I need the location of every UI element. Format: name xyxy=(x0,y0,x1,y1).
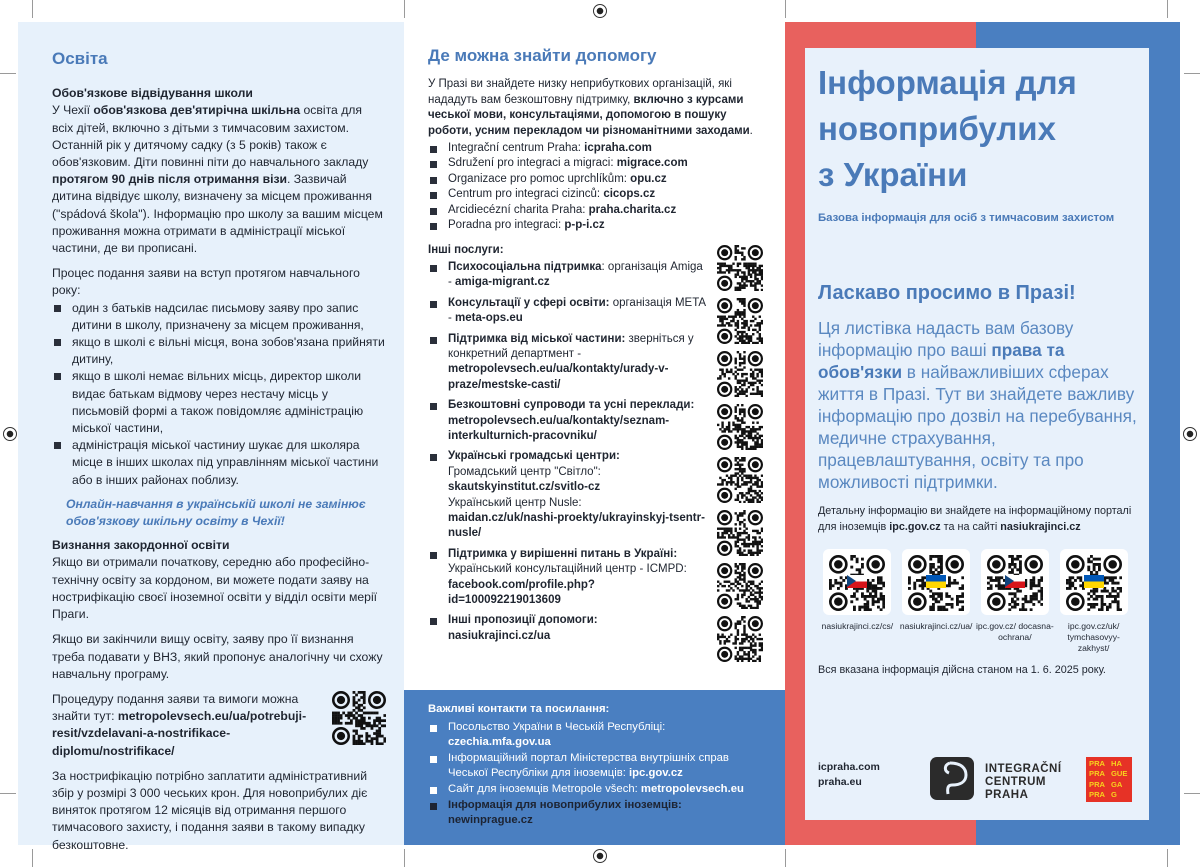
nostrification-link-paragraph xyxy=(52,691,386,760)
bold-text: migrace.com xyxy=(616,157,688,170)
qr-code[interactable] xyxy=(332,691,386,745)
bold-text: Підтримка у вирішенні питань в Україні: xyxy=(448,547,678,560)
bold-text: Психосоціальна підтримка xyxy=(448,260,602,273)
cover-subtitle: Базова інформація для осіб з тимчасовим захистом xyxy=(818,212,1115,224)
bold-text: skautskyinstitut.cz/svitlo-cz xyxy=(448,481,601,494)
services-list xyxy=(428,260,763,644)
text: Integrační centrum Praha: xyxy=(448,142,585,155)
help-panel xyxy=(404,22,785,690)
crop-mark xyxy=(0,793,16,794)
text: адміністрація міської частиниу шукає для школяра місце в інших школах під управлінням міської частини або в інших районах поблизу. xyxy=(72,438,379,487)
paragraph xyxy=(52,631,386,683)
bold-text: metropolevsech.eu/ua/potrebuji-resit/vzdelavani-a-nostrifikace-diplomu/nostrifikace/ xyxy=(52,709,307,758)
qr-caption: nasiukrajinci.cz/ua/ xyxy=(899,621,973,631)
bold-text: meta-ops.eu xyxy=(455,312,523,325)
cover-title-line: з України xyxy=(818,156,968,193)
text: Громадський центр "Світло": xyxy=(448,465,601,478)
organization-item xyxy=(428,141,763,156)
list-item xyxy=(52,300,386,334)
text: Процедуру подання заяви та вимоги можна знайти тут: xyxy=(52,691,299,724)
services-qr-column xyxy=(717,245,763,662)
bold-text: nasiukrajinci.cz xyxy=(1000,521,1081,533)
validity-note: Вся вказана інформація дійсна станом на 1. 6. 2025 року. xyxy=(818,664,1106,676)
organization-item xyxy=(428,172,763,187)
qr-card[interactable] xyxy=(897,549,976,654)
qr-code[interactable] xyxy=(717,510,763,556)
bold-text: Безкоштовні супроводи та усні переклади: xyxy=(448,399,695,412)
crop-mark xyxy=(32,0,33,18)
bold-text: p-p-i.cz xyxy=(564,219,605,232)
qr-code[interactable] xyxy=(717,457,763,503)
cover-intro xyxy=(818,317,1139,493)
bold-text: maidan.cz/uk/nashi-proekty/ukrayinskyj-tsentr-nusle/ xyxy=(448,511,705,540)
qr-wrapper xyxy=(823,549,891,615)
section-subheading: Визнання закордонної освіти xyxy=(52,538,230,553)
text: Якщо ви отримали початкову, середню або професійно-технічну освіту за кордоном, ви можете подати заяву на нострифікацію своєї іноземної освіти у відділ освіти мерії Праги. xyxy=(52,555,378,622)
ukraine-flag-icon xyxy=(1084,575,1104,588)
qr-card[interactable] xyxy=(818,549,897,654)
text: Ця листівка надасть вам базову інформацію про ваші xyxy=(818,318,1074,360)
bold-text: права та обов'язки xyxy=(818,340,1065,382)
bold-text: Інформація для новоприбулих іноземців: xyxy=(448,798,682,811)
text: Якщо ви закінчили вищу освіту, заяву про її визнання треба подавати у ВНЗ, який пропонує аналогічну чи схожу навчальну програму. xyxy=(52,632,383,681)
text: Poradna pro integraci: xyxy=(448,219,565,232)
cover-panel xyxy=(805,48,1149,820)
qr-card[interactable] xyxy=(976,549,1055,654)
qr-caption: nasiukrajinci.cz/cs/ xyxy=(821,621,894,631)
organization-item xyxy=(428,203,763,218)
qr-code[interactable] xyxy=(717,616,763,662)
text: Arcidiecézní charita Praha: xyxy=(448,203,589,216)
important-note: Онлайн-навчання в українській школі не замінює обов'язкову шкільну освіту в Чехії! xyxy=(66,496,366,529)
bold-text: ipc.gov.cz xyxy=(889,521,941,533)
contacts-list xyxy=(428,720,765,829)
bold-text: facebook.com/profile.php?id=100092219013609 xyxy=(448,578,595,606)
qr-code[interactable] xyxy=(717,245,763,291)
text: та на сайті xyxy=(940,521,1001,533)
service-item xyxy=(428,398,707,444)
crop-mark xyxy=(1184,73,1200,74)
flag-triangle xyxy=(1005,575,1014,587)
registration-mark-icon xyxy=(1183,427,1197,441)
service-item xyxy=(428,296,707,327)
bold-text: Підтримка від міської частини: xyxy=(448,332,626,345)
text: Centrum pro integraci cizinců: xyxy=(448,188,604,201)
service-item xyxy=(428,547,707,609)
contact-item xyxy=(428,720,765,751)
text: Посольство України в Чеській Республіці: xyxy=(448,720,666,733)
logo-line: CENTRUM xyxy=(985,776,1046,788)
qr-card[interactable] xyxy=(1054,549,1133,654)
paragraph xyxy=(52,768,386,854)
footer-links xyxy=(818,760,880,790)
paragraph-text xyxy=(52,691,322,760)
text: Organizace pro pomoc uprchlíkům: xyxy=(448,172,631,185)
paragraph xyxy=(52,102,386,257)
service-item xyxy=(428,332,707,394)
qr-wrapper xyxy=(981,549,1049,615)
contacts-title: Важливі контакти та посилання: xyxy=(428,703,610,715)
service-item xyxy=(428,260,707,291)
crop-mark xyxy=(404,0,405,18)
cover-title-line: новоприбулих xyxy=(818,110,1056,147)
cover-title xyxy=(818,60,1139,198)
logo-line: PRAHA xyxy=(985,789,1029,801)
crop-mark xyxy=(0,73,16,74)
czech-flag-icon xyxy=(847,575,867,588)
bold-text: Консультації у сфері освіти: xyxy=(448,296,610,309)
praha-logo-text: PRA xyxy=(1089,759,1106,768)
qr-code[interactable] xyxy=(717,404,763,450)
praha-logo-text: PRA xyxy=(1089,790,1106,800)
bold-text: включно з курсами чеської мови, консультаціями, допомогою в пошуку роботи, усним перекладом чи різноманітними заходами xyxy=(428,93,750,137)
details-text xyxy=(818,503,1139,535)
help-title: Де можна знайти допомогу xyxy=(428,46,657,65)
text: якщо в школі є вільні місця, вона зобов'язана прийняти дитину, xyxy=(72,335,385,367)
text: зверніться у конкретний департмент - xyxy=(448,332,694,360)
crop-mark xyxy=(1167,849,1168,867)
qr-code[interactable] xyxy=(717,351,763,397)
text: Sdružení pro integraci a migraci: xyxy=(448,157,617,170)
praha-logo-text: GA xyxy=(1111,779,1123,789)
qr-caption: ipc.gov.cz/ docasna-ochrana/ xyxy=(976,621,1054,642)
praha-logo-text: PRA xyxy=(1089,779,1106,789)
czech-flag-icon xyxy=(1005,575,1025,588)
paragraph xyxy=(52,265,386,299)
bold-text: ipc.gov.cz xyxy=(629,767,683,780)
service-item xyxy=(428,449,707,541)
praha-logo xyxy=(1086,757,1132,802)
bold-text: czechia.mfa.gov.ua xyxy=(448,736,551,749)
text: Інформаційний портал Міністерства внутрішніх справ Чеської Республіки для іноземців: xyxy=(448,751,729,780)
service-item xyxy=(428,613,707,644)
text: організація META - xyxy=(448,296,706,325)
text: Український центр Nusle: xyxy=(448,496,582,509)
praha-logo-text: G xyxy=(1111,790,1117,800)
integracni-centrum-logo-text xyxy=(985,763,1062,802)
list-item xyxy=(52,334,386,368)
organization-item xyxy=(428,156,763,171)
text: : організація Amiga - xyxy=(448,260,703,289)
qr-code[interactable] xyxy=(717,563,763,609)
bold-text: metropolevsech.eu/ua/kontakty/urady-v-praze/mestske-casti/ xyxy=(448,363,669,391)
qr-wrapper xyxy=(1060,549,1128,615)
contact-item xyxy=(428,751,765,782)
crop-mark xyxy=(785,849,786,867)
text: Детальну інформацію ви знайдете на інформаційному порталі для іноземців xyxy=(818,505,1132,533)
welcome-heading: Ласкаво просимо в Празі! xyxy=(818,282,1076,304)
bold-text: Українські громадські центри: xyxy=(448,450,620,463)
cover-title-line: Інформація для xyxy=(818,64,1077,101)
bold-text: amiga-migrant.cz xyxy=(455,276,550,289)
education-panel xyxy=(18,22,404,852)
footer-link[interactable]: praha.eu xyxy=(818,776,862,788)
bold-text: icpraha.com xyxy=(584,142,652,155)
praha-logo-text: GUE xyxy=(1111,769,1128,779)
text: У Чехії xyxy=(52,103,94,118)
text: Український консультаційний центр - ICMPD: xyxy=(448,563,687,576)
text: За нострифікацію потрібно заплатити адміністративний збір у розмірі 3 000 чеських крон. Для новоприбулих діє виняток протягом 12 місяців від отримання першого тимчасового захисту, і подання заяви в такому випадку безкоштовне. xyxy=(52,768,368,852)
help-intro xyxy=(428,77,763,139)
list-item xyxy=(52,437,386,489)
contact-item xyxy=(428,782,765,798)
ukraine-flag-icon xyxy=(926,575,946,588)
list-item xyxy=(52,368,386,437)
praha-logo-text: PRA xyxy=(1089,769,1106,779)
crop-mark xyxy=(32,849,33,867)
section-subheading: Обов'язкове відвідування школи xyxy=(52,86,253,101)
registration-mark-icon xyxy=(593,4,607,18)
text: . Зазвичай дитина відвідує школу, визначену за місцем проживання ("spádová škola"). Інформацію про школу за вашим місцем проживання можна отримати в адміністрації міської частини, де ви прописані. xyxy=(52,172,383,256)
text: освіта для всіх дітей, включно з дітьми з тимчасовим захистом. Останній рік у дитячому садку (з 5 років) також є обов'язковим. Діти повинні піти до навчального закладу xyxy=(52,103,369,170)
praha-logo-text: HA xyxy=(1111,759,1122,768)
bold-text: Інші пропозиції допомоги: xyxy=(448,614,598,627)
registration-mark-icon xyxy=(3,427,17,441)
text: У Празі ви знайдете низку неприбуткових організацій, які нададуть вам безкоштовну підтримку, xyxy=(428,78,732,106)
bold-text: newinprague.cz xyxy=(448,814,533,827)
text: в найважливіших сферах життя в Празі. Тут ви знайдете важливу інформацію про дозвіл на перебування, медичне страхування, працевлаштування, освіту та про можливості підтримки. xyxy=(818,362,1137,492)
logo-line: INTEGRAČNÍ xyxy=(985,763,1062,775)
qr-code[interactable] xyxy=(717,298,763,344)
bold-text: протягом 90 днів після отримання візи xyxy=(52,172,288,187)
bold-text: обов'язкова дев'ятирічна шкільна xyxy=(93,103,301,118)
bold-text: cicops.cz xyxy=(603,188,656,201)
registration-mark-icon xyxy=(593,849,607,863)
paragraph xyxy=(52,554,386,623)
organizations-list xyxy=(428,141,763,233)
text: один з батьків надсилає письмову заяву про запис дитини в школу, призначену за місцем проживання, xyxy=(72,300,364,332)
organization-item xyxy=(428,187,763,202)
crop-mark xyxy=(1167,0,1168,18)
crop-mark xyxy=(785,0,786,18)
bold-text: opu.cz xyxy=(630,172,667,185)
contacts-box xyxy=(404,690,785,845)
bold-text: metropolevsech.eu/ua/kontakty/seznam-interkulturnich-pracovniku/ xyxy=(448,414,670,442)
text: Сайт для іноземців Metropole všech: xyxy=(448,782,641,795)
integracni-centrum-logo-icon xyxy=(930,757,974,800)
text: . xyxy=(749,124,753,137)
bold-text: praha.charita.cz xyxy=(588,203,677,216)
flag-triangle xyxy=(847,575,856,587)
text: якщо в школі немає вільних місць, директор школи видає батькам відмову через нестачу місць у письмовій формі а також повідомляє адміністрацію міської частини, xyxy=(72,369,364,436)
services-title: Інші послуги: xyxy=(428,244,504,257)
education-title: Освіта xyxy=(52,49,108,68)
qr-caption: ipc.gov.cz/uk/ tymchasovyy-zakhyst/ xyxy=(1067,621,1120,653)
education-content xyxy=(52,85,386,854)
qr-codes-row xyxy=(818,549,1139,654)
footer-link[interactable]: icpraha.com xyxy=(818,761,880,773)
bold-text: nasiukrajinci.cz/ua xyxy=(448,629,551,642)
contact-item xyxy=(428,798,765,829)
crop-mark xyxy=(1184,793,1200,794)
qr-wrapper xyxy=(902,549,970,615)
bold-text: metropolevsech.eu xyxy=(640,782,744,795)
text: Процес подання заяви на вступ протягом навчального року: xyxy=(52,266,360,298)
crop-mark xyxy=(404,849,405,867)
organization-item xyxy=(428,218,763,233)
enrollment-steps-list xyxy=(52,300,386,489)
